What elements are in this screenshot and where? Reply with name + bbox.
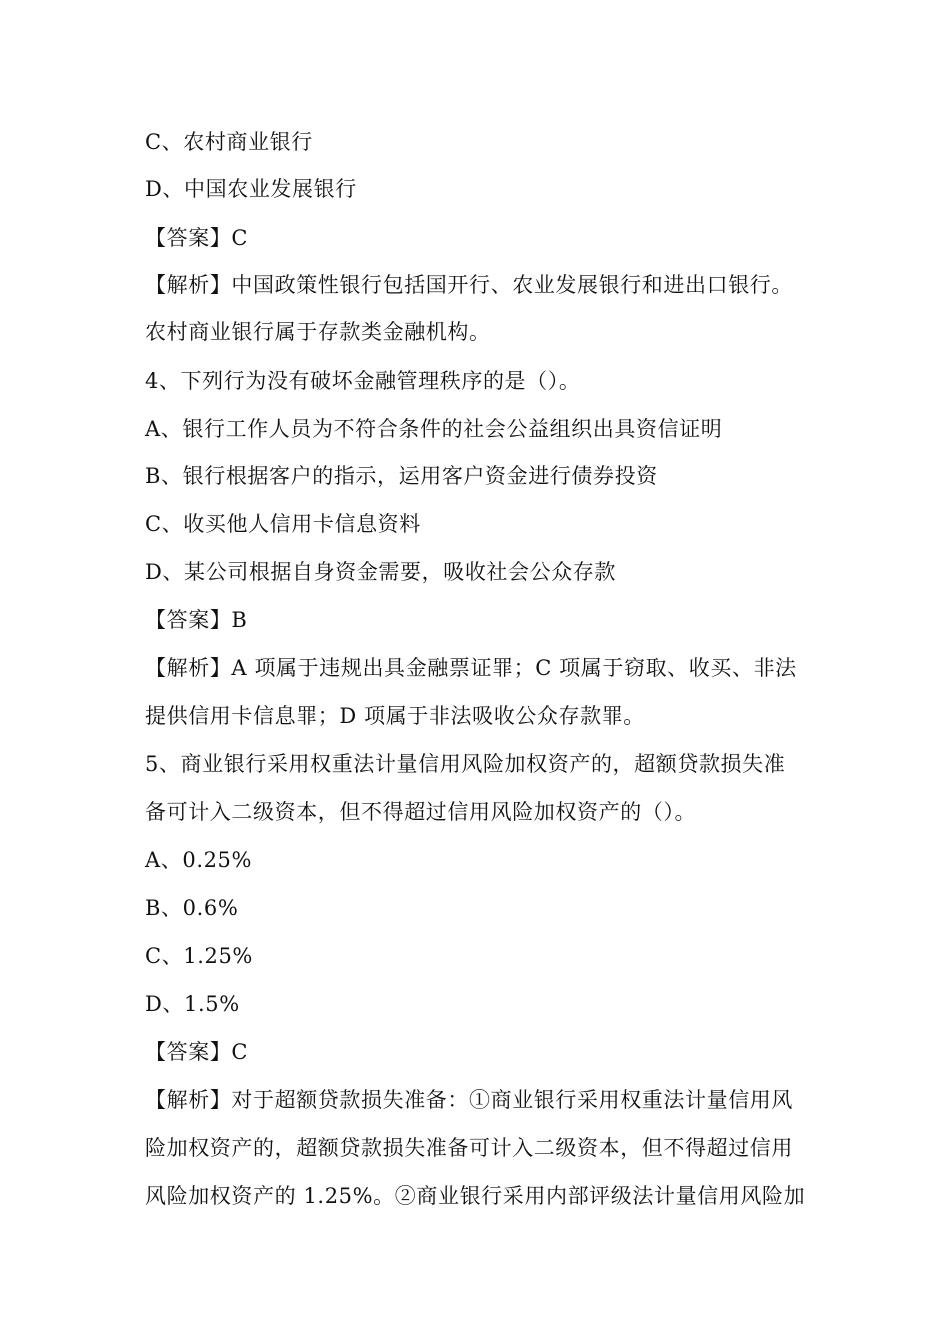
option-a-line: A、银行工作人员为不符合条件的社会公益组织出具资信证明 (145, 417, 723, 441)
option-b-line: B、0.6% (145, 896, 239, 920)
analysis-line: 农村商业银行属于存款类金融机构。 (145, 320, 491, 344)
question-5-line: 5、商业银行采用权重法计量信用风险加权资产的，超额贷款损失准 (145, 752, 786, 776)
option-c-line: C、农村商业银行 (145, 130, 313, 154)
analysis-line: 【解析】A 项属于违规出具金融票证罪；C 项属于窃取、收买、非法 (145, 656, 797, 680)
option-d-line: D、某公司根据自身资金需要，吸收社会公众存款 (145, 560, 617, 584)
analysis-line: 提供信用卡信息罪；D 项属于非法吸收公众存款罪。 (145, 704, 645, 728)
question-4-line: 4、下列行为没有破坏金融管理秩序的是（）。 (145, 369, 581, 393)
question-5-line: 备可计入二级资本，但不得超过信用风险加权资产的（）。 (145, 800, 697, 824)
option-b-line: B、银行根据客户的指示，运用客户资金进行债券投资 (145, 464, 658, 488)
answer-line: 【答案】B (145, 608, 248, 632)
answer-line: 【答案】C (145, 1040, 249, 1064)
option-a-line: A、0.25% (145, 848, 253, 872)
option-d-line: D、中国农业发展银行 (145, 177, 357, 201)
answer-line: 【答案】C (145, 226, 249, 250)
option-d-line: D、1.5% (145, 992, 240, 1016)
option-c-line: C、收买他人信用卡信息资料 (145, 512, 421, 536)
analysis-line: 【解析】中国政策性银行包括国开行、农业发展银行和进出口银行。 (145, 273, 793, 297)
option-c-line: C、1.25% (145, 944, 253, 968)
analysis-line: 风险加权资产的 1.25%。②商业银行采用内部评级法计量信用风险加 (145, 1184, 806, 1208)
analysis-line: 险加权资产的，超额贷款损失准备可计入二级资本，但不得超过信用 (145, 1136, 793, 1160)
analysis-line: 【解析】对于超额贷款损失准备：①商业银行采用权重法计量信用风 (145, 1088, 793, 1112)
